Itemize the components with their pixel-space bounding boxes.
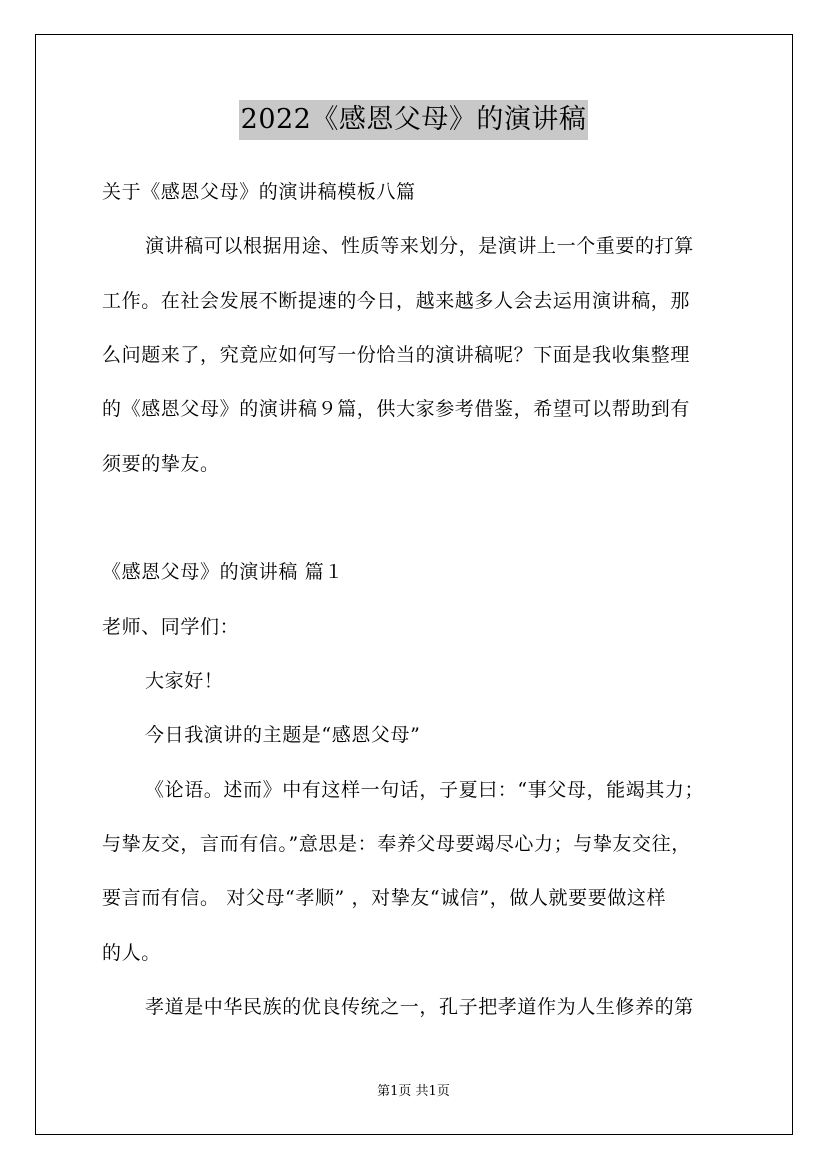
topic-line: 今日我演讲的主题是“感恩父母” [145,724,421,746]
intro-line-3: 么问题来了，究竟应如何写一份恰当的演讲稿呢？下面是我收集整理 [102,344,691,366]
quote-line-1: 《论语。述而》中有这样一句话，子夏曰：“事父母，能竭其力； [145,779,705,801]
intro-line-2: 工作。在社会发展不断提速的今日，越来越多人会去运用演讲稿，那 [102,290,691,312]
document-title: 2022《感恩父母》的演讲稿 [239,100,589,140]
greeting: 大家好！ [145,670,224,692]
last-paragraph-line: 孝道是中华民族的优良传统之一，孔子把孝道作为人生修养的第 [145,996,694,1018]
quote-line-2: 与挚友交，言而有信。”意思是：奉养父母要竭尽心力；与挚友交往， [102,833,691,855]
section-heading: 《感恩父母》的演讲稿 篇１ [102,561,344,583]
page-footer: 第1页 共1页 [377,1084,450,1099]
intro-line-4: 的《感恩父母》的演讲稿９篇，供大家参考借鉴，希望可以帮助到有 [102,398,691,420]
quote-line-4: 的人。 [102,942,161,964]
intro-line-1: 演讲稿可以根据用途、性质等来划分，是演讲上一个重要的打算 [145,235,694,257]
title-container [0,100,827,140]
quote-line-3: 要言而有信。 对父母“孝顺” ，对挚友“诚信”，做人就要要做这样 [102,887,667,909]
intro-line-5: 须要的挚友。 [102,453,220,475]
salutation: 老师、同学们： [102,616,240,638]
document-subtitle: 关于《感恩父母》的演讲稿模板八篇 [102,181,416,203]
